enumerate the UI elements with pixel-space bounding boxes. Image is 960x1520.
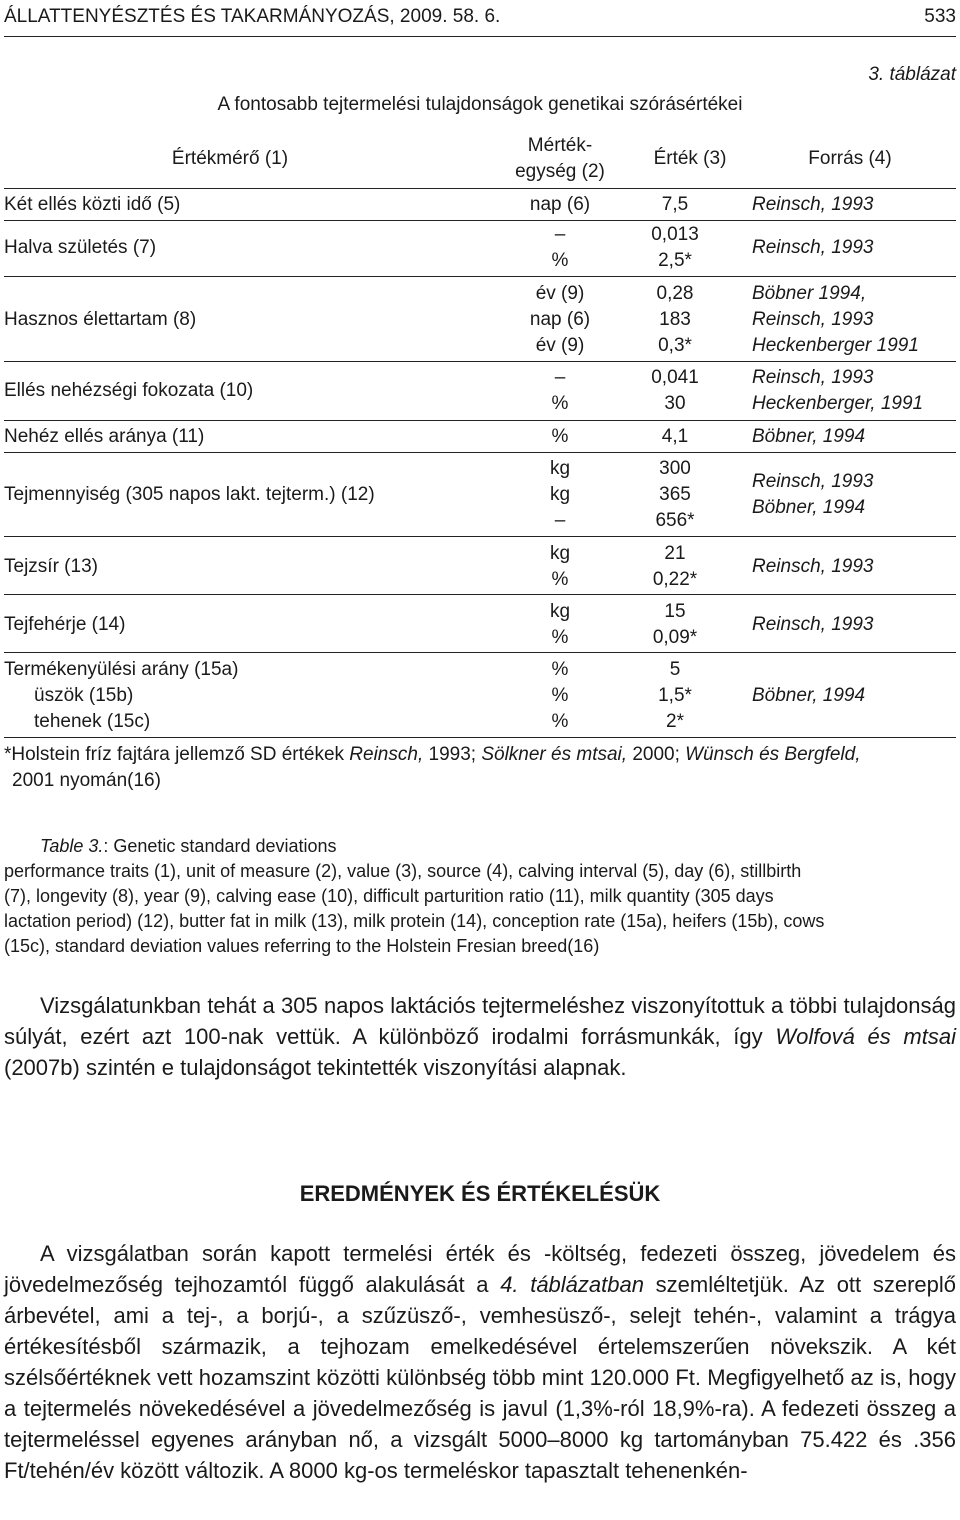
table-footnote-line2: 2001 nyomán(16) bbox=[12, 770, 161, 791]
page-number: 533 bbox=[924, 6, 956, 27]
trait-cell: Halva születés (7) bbox=[4, 237, 157, 258]
value-cell: 0,28 183 0,3* bbox=[656, 283, 694, 356]
unit-cell: – % bbox=[551, 224, 569, 271]
source-cell: Reinsch, 1993 bbox=[752, 614, 874, 635]
row-rule bbox=[4, 594, 956, 595]
trait-cell: Tejzsír (13) bbox=[4, 556, 98, 577]
value-cell: 7,5 bbox=[661, 194, 689, 215]
unit-cell: kg % bbox=[549, 543, 571, 590]
body-paragraph: Vizsgálatunkban tehát a 305 napos laktációs tejtermeléshez viszonyítottuk a többi tulajdonság súlyát, ezért azt 100-nak vettük. A különböző irodalmi forrásmunkák, így Wolfová és mtsai (2007b) szintén e tulajdonságot tekintették viszonyítási alapnak. bbox=[4, 993, 956, 1080]
row-rule bbox=[4, 220, 956, 221]
trait-cell: Tejmennyiség (305 napos lakt. tejterm.) (12) bbox=[4, 484, 375, 505]
col-header-value: Érték (3) bbox=[653, 148, 727, 169]
journal-header: ÁLLATTENYÉSZTÉS ÉS TAKARMÁNYOZÁS, 2009. 58. 6. bbox=[4, 6, 501, 27]
section-heading: EREDMÉNYEK ÉS ÉRTÉKELÉSÜK bbox=[299, 1181, 661, 1206]
source-cell: Reinsch, 1993 bbox=[752, 556, 874, 577]
row-rule bbox=[4, 536, 956, 537]
value-cell: 300 365 656* bbox=[655, 458, 695, 531]
value-cell: 4,1 bbox=[661, 426, 689, 447]
table-bottom-rule bbox=[4, 737, 956, 738]
source-cell: Reinsch, 1993 Heckenberger, 1991 bbox=[752, 367, 924, 414]
unit-cell: % % % bbox=[551, 659, 569, 732]
row-rule bbox=[4, 420, 956, 421]
unit-cell: kg kg – bbox=[549, 458, 571, 531]
trait-cell: Termékenyülési arány (15a) üszök (15b) tehenek (15c) bbox=[4, 659, 239, 732]
row-rule bbox=[4, 652, 956, 653]
header-rule bbox=[4, 36, 956, 37]
english-translation: performance traits (1), unit of measure (2), value (3), source (4), calving interval (5), day (6), stillbirth (7), longevity (8), year (9), calving ease (10), difficult parturition ratio (11), milk quantity (305 days lactation period) (12), butter fat in milk (13), milk protein (14), conception rate (15a), heifers (15b), cows (15c), standard deviation values referring to the Holstein Fresian breed(16) bbox=[4, 861, 825, 956]
trait-cell: Tejfehérje (14) bbox=[4, 614, 126, 635]
trait-cell: Hasznos élettartam (8) bbox=[4, 309, 197, 330]
english-caption: Table 3.: Genetic standard deviations bbox=[40, 836, 337, 856]
col-header-source: Forrás (4) bbox=[808, 148, 892, 169]
row-rule bbox=[4, 452, 956, 453]
source-cell: Reinsch, 1993 bbox=[752, 194, 874, 215]
trait-cell: Nehéz ellés aránya (11) bbox=[4, 426, 205, 447]
table-title: A fontosabb tejtermelési tulajdonságok genetikai szórásértékei bbox=[217, 94, 743, 115]
source-cell: Reinsch, 1993 Böbner, 1994 bbox=[752, 471, 874, 518]
unit-cell: kg % bbox=[549, 601, 571, 648]
header-rule-bottom bbox=[4, 188, 956, 189]
trait-cell: Két ellés közti idő (5) bbox=[4, 194, 181, 215]
table-label: 3. táblázat bbox=[868, 64, 956, 85]
col-header-trait: Értékmérő (1) bbox=[171, 148, 289, 169]
value-cell: 21 0,22* bbox=[652, 543, 698, 590]
source-cell: Reinsch, 1993 bbox=[752, 237, 874, 258]
value-cell: 15 0,09* bbox=[652, 601, 698, 648]
unit-cell: év (9) nap (6) év (9) bbox=[529, 283, 591, 356]
unit-cell: nap (6) bbox=[529, 194, 591, 215]
col-header-unit-line1: Mérték- bbox=[527, 135, 593, 156]
source-cell: Böbner, 1994 bbox=[752, 426, 866, 447]
row-rule bbox=[4, 361, 956, 362]
table-footnote: *Holstein fríz fajtára jellemző SD értékek Reinsch, 1993; Sölkner és mtsai, 2000; Wünsch és Bergfeld, bbox=[4, 744, 861, 765]
value-cell: 0,041 30 bbox=[651, 367, 699, 414]
value-cell: 5 1,5* 2* bbox=[658, 659, 692, 732]
unit-cell: – % bbox=[551, 367, 569, 414]
source-cell: Böbner 1994, Reinsch, 1993 Heckenberger 1991 bbox=[752, 283, 919, 356]
row-rule bbox=[4, 276, 956, 277]
body-paragraph: A vizsgálatban során kapott termelési érték és -költség, fedezeti összeg, jövedelem és jövedelmezőség tejhozamtól függő alakulását a 4. táblázatban szemléltetjük. Az ott szereplő árbevétel, ami a tej-, a borjú-, a szűzüsző-, vemhesüsző-, selejt tehén-, valamint a trágya értékesítésből származik, a tejhozam emelkedésével értelemszerűen növekszik. A két szélsőértéknek vett hozamszint közötti különbség több mint 120.000 Ft. Megfigyelhető az is, hogy a tejtermelés növekedésével a jövedelmezőség is javul (1,3%-ról 18,9%-ra). A fedezeti összeg a tejtermeléssel egyenes arányban nő, a vizsgált 5000–8000 kg tartományban 75.422 és .356 Ft/tehén/év között változik. A 8000 kg-os termeléskor tapasztalt tehenenkén- bbox=[4, 1241, 956, 1483]
source-cell: Böbner, 1994 bbox=[752, 685, 866, 706]
trait-cell: Ellés nehézségi fokozata (10) bbox=[4, 380, 254, 401]
value-cell: 0,013 2,5* bbox=[651, 224, 699, 271]
col-header-unit-line2: egység (2) bbox=[515, 161, 605, 182]
unit-cell: % bbox=[551, 426, 569, 447]
